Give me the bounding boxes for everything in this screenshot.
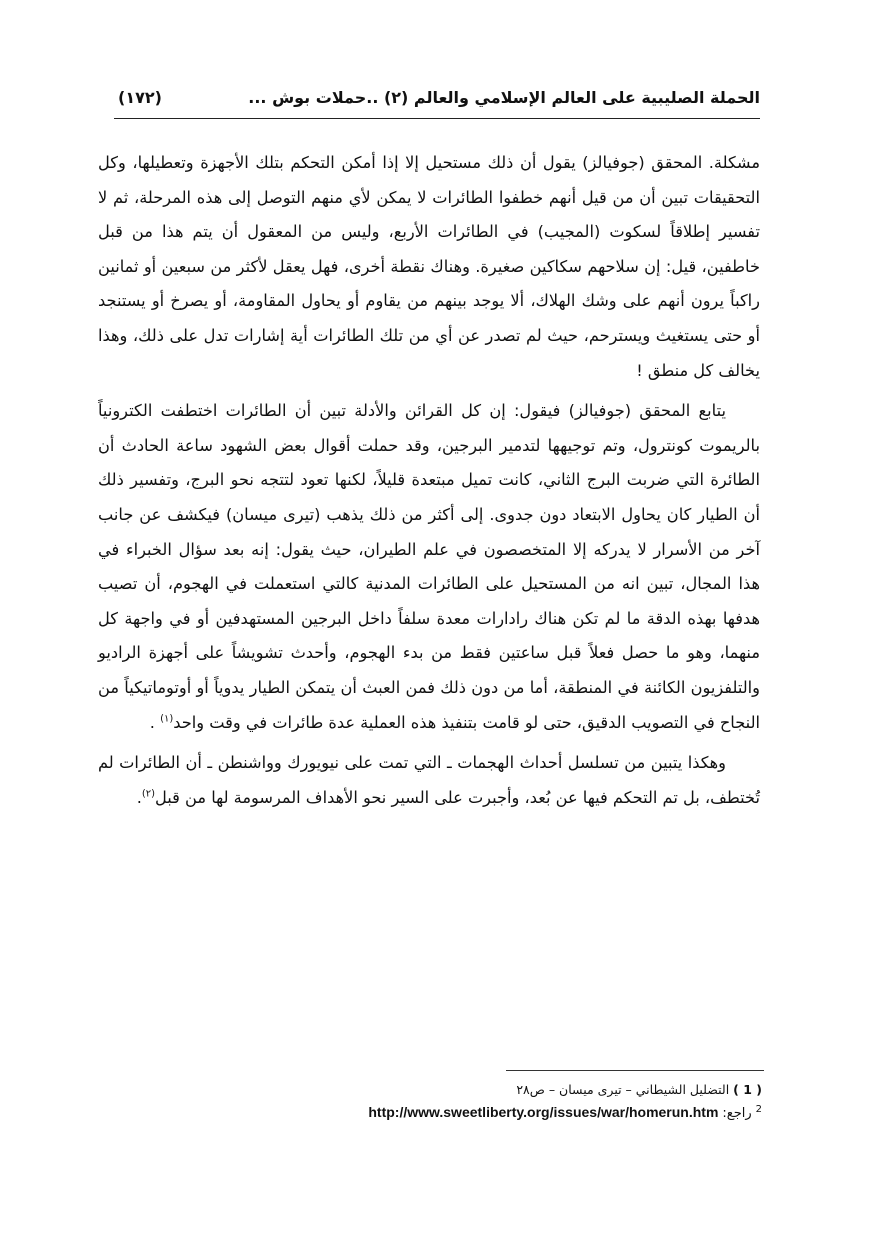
footnote-1-marker: ( 1 ) (733, 1082, 762, 1097)
footnotes (100, 1079, 762, 1125)
footnote-separator (506, 1070, 764, 1071)
footnote-2-url[interactable]: http://www.sweetliberty.org/issues/war/homerun.htm (368, 1104, 719, 1120)
paragraph-3 (98, 746, 760, 815)
footnote-ref-1[interactable]: (١) (160, 713, 174, 725)
footnote-2-label: راجع: (722, 1106, 752, 1121)
paragraph-3-text: وهكذا يتبين من تسلسل أحداث الهجمات ـ التي تمت على نيويورك وواشنطن ـ أن الطائرات لم تُختطف، بل تم التحكم فيها عن بُعد، وأجبرت على السير نحو الأهداف المرسومة لها من قبل (98, 753, 760, 807)
page-number: (١٧٢) (118, 88, 162, 107)
footnote-2 (100, 1101, 762, 1125)
running-header (114, 88, 760, 119)
paragraph-3-tail: . (136, 787, 142, 807)
paragraph-1-text: مشكلة. المحقق (جوفيالز) يقول أن ذلك مستحيل إلا إذا أمكن التحكم بتلك الأجهزة وتعطيلها، وكل التحقيقات تبين أن من قيل أنهم خطفوا الطائرات لا يمكن لأي منهم التوصل إلى هذه المرحلة، ثم لا تفسير إطلاقاً لسكوت (المجيب) في الطائرات الأربع، وليس من المعقول أن يتم هذا من قبل خاطفين، قيل: إن سلاحهم سكاكين صغيرة. وهناك نقطة أخرى، فهل يعقل لأكثر من سبعين أو ثمانين راكباً يرون أنهم على وشك الهلاك، ألا يوجد بينهم من يقاوم أو يحاول المقاومة، أو يصرخ أو يستنجد أو حتى يستغيث ويسترحم، حيث لم تصدر عن أي من تلك الطائرات أية إشارات تدل على ذلك، وهذا يخالف كل منطق ! (98, 153, 760, 380)
paragraph-1 (98, 146, 760, 388)
header-title: الحملة الصليبية على العالم الإسلامي والعالم (٢) ..حملات بوش ... (248, 88, 760, 107)
paragraph-2-tail: . (149, 712, 161, 732)
paragraph-2-text: يتابع المحقق (جوفيالز) فيقول: إن كل القرائن والأدلة تبين أن الطائرات اختطفت الكترونياً بالريموت كونترول، وتم توجيهها لتدمير البرجين، وقد حملت أقوال بعض الشهود ساعة الحادث أن الطائرة التي ضربت البرج الثاني، كانت تميل مبتعدة قليلاً، لكنها تعود لتتجه نحو البرج، وتفسير ذلك أن الطيار كان يحاول الابتعاد دون جدوى. إلى أكثر من ذلك يذهب (تيرى ميسان) فيكشف عن جانب آخر من الأسرار لا يدركه إلا المتخصصون في علم الطيران، حيث يقول: إنه بعد سؤال الخبراء في هذا المجال، تبين انه من المستحيل على الطائرات المدنية كالتي استعملت في الهجوم، أن تصيب هدفها بهذه الدقة ما لم تكن هناك رادارات معدة سلفاً داخل البرجين المستهدفين أو في واجهة كل منهما، وهو ما حصل فعلاً قبل ساعتين فقط من بدء الهجوم، وأحدث تشويشاً على أجهزة الراديو والتلفزيون الكائنة في المنطقة، أما من دون ذلك فمن العبث أن يتمكن الطيار يدوياً أو أوتوماتيكياً من النجاح في التصويب الدقيق، حتى لو قامت بتنفيذ هذه العملية عدة طائرات في وقت واحد (98, 401, 760, 732)
footnote-1-text: التضليل الشيطاني – تيرى ميسان – ص٢٨ (516, 1082, 730, 1097)
footnote-ref-2[interactable]: (٢) (141, 788, 156, 800)
body-text (98, 146, 760, 821)
footnote-2-marker: 2 (755, 1103, 762, 1115)
paragraph-2 (98, 394, 760, 740)
footnote-1 (100, 1079, 762, 1101)
